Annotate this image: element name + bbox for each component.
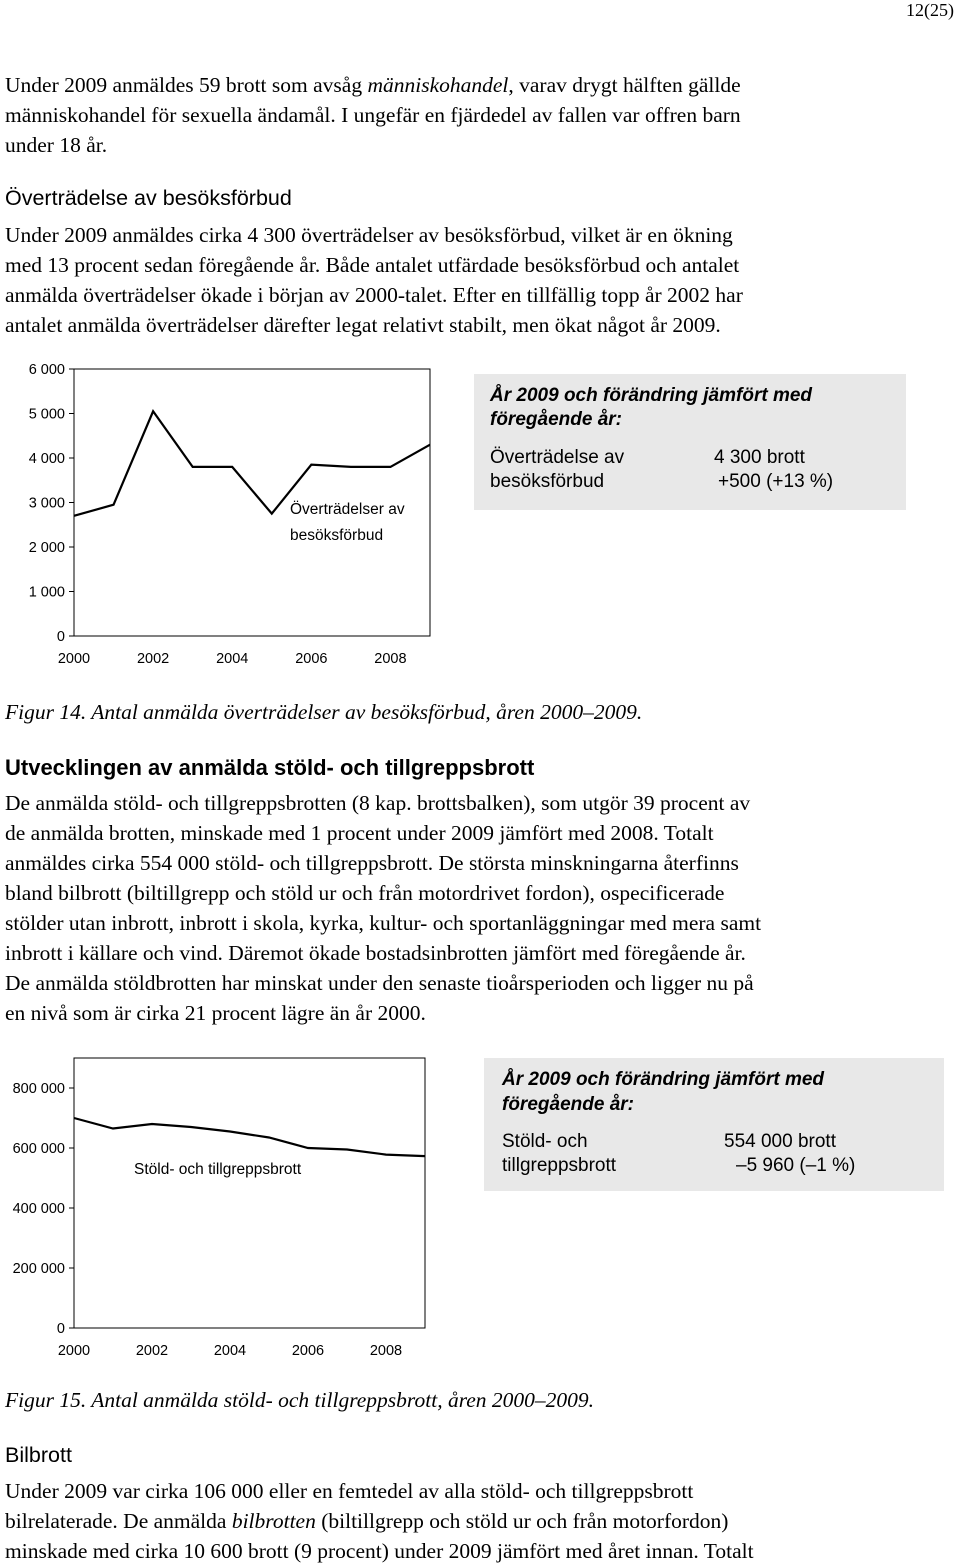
intro-line-1 (5, 70, 741, 100)
chart2-xtick-label: 2002 (135, 1343, 169, 1359)
intro-line-3: under 18 år. (5, 133, 108, 157)
intro-paragraph (5, 70, 741, 160)
infobox-stold (484, 1058, 944, 1191)
chart1-xtick-label: 2004 (216, 651, 249, 667)
figure-14-caption: Figur 14. Antal anmälda överträdelser av besöksförbud, åren 2000–2009. (5, 700, 643, 724)
chart1-series-label: besöksförbud (290, 527, 384, 544)
chart1-xtick-label: 2002 (136, 651, 170, 667)
chart2-xtick-label: 2000 (57, 1343, 91, 1359)
section-heading-besoksforbud: Överträdelse av besöksförbud (5, 186, 292, 210)
chart-stold (0, 1050, 450, 1375)
stold-line-6: inbrott i källare och vind. Däremot ökade bostadsinbrotten jämfört med föregående år. (5, 941, 746, 965)
chart1-ytick-label: 3 000 (28, 495, 65, 512)
infobox2-label-line-1: Stöld- och (502, 1131, 588, 1152)
bil-line-2-post: (biltillgrepp och stöld ur och från motorfordon) (315, 1509, 729, 1533)
intro-line-2: människohandel för sexuella ändamål. I ungefär en fjärdedel av fallen var offren barn (5, 103, 741, 127)
section-heading-stold: Utvecklingen av anmälda stöld- och tillgreppsbrott (5, 755, 535, 780)
chart1-ytick-label: 1 000 (28, 584, 65, 601)
chart1-ytick-label: 6 000 (28, 362, 65, 378)
chart-stold-svg (0, 1050, 450, 1375)
chart1-xtick-label: 2006 (295, 651, 328, 667)
figure-15-caption: Figur 15. Antal anmälda stöld- och tillgreppsbrott, åren 2000–2009. (5, 1388, 595, 1412)
section-heading-bilbrott: Bilbrott (5, 1443, 72, 1467)
chart2-ytick-label: 600 000 (12, 1141, 65, 1157)
chart1-ytick-label: 5 000 (28, 406, 65, 423)
infobox2-title-line-2: föregående år: (502, 1094, 634, 1115)
chart1-ytick-label: 2 000 (28, 540, 65, 556)
chart2-ytick-label: 200 000 (12, 1261, 65, 1277)
stold-line-1: De anmälda stöld- och tillgreppsbrotten (8 kap. brottsbalken), som utgör 39 procent av (5, 791, 751, 815)
stold-paragraph (5, 788, 761, 1028)
besok-line-1: Under 2009 anmäldes cirka 4 300 överträdelser av besöksförbud, vilket är en ökning (5, 223, 733, 247)
bil-line-2 (5, 1506, 754, 1536)
chart1-xtick-label: 2008 (374, 651, 407, 667)
bil-line-2-em: bilbrotten (231, 1509, 316, 1533)
stold-line-2: de anmälda brotten, minskade med 1 procent under 2009 jämfört med 2008. Totalt (5, 821, 714, 845)
besok-line-4: antalet anmälda överträdelser därefter legat relativt stabilt, men ökat något år 2009. (5, 313, 721, 337)
chart2-series-line (74, 1118, 425, 1156)
infobox-besoksforbud (474, 374, 906, 510)
bil-line-2-pre: bilrelaterade. De anmälda (5, 1509, 232, 1533)
besoksforbud-paragraph (5, 220, 743, 340)
infobox1-label-line-1: Överträdelse av (490, 447, 625, 468)
chart2-ytick-label: 800 000 (12, 1081, 65, 1097)
besok-line-2: med 13 procent sedan föregående år. Både antalet utfärdade besöksförbud och antalet (5, 253, 740, 277)
bil-line-1: Under 2009 var cirka 106 000 eller en femtedel av alla stöld- och tillgreppsbrott (5, 1479, 694, 1503)
infobox1-label-line-2: besöksförbud (490, 471, 605, 492)
chart2-ytick-label: 0 (56, 1321, 65, 1337)
bilbrott-paragraph (5, 1476, 754, 1566)
stold-line-3: anmäldes cirka 554 000 stöld- och tillgreppsbrott. De största minskningarna återfinns (5, 851, 739, 875)
stold-line-5: stölder utan inbrott, inbrott i skola, kyrka, kultur- och sportanläggningar med mera samt (5, 911, 762, 935)
infobox2-value-line-1: 554 000 brott (724, 1131, 836, 1152)
infobox2-value-line-2: –5 960 (–1 %) (736, 1155, 856, 1176)
chart2-series-label: Stöld- och tillgreppsbrott (134, 1161, 302, 1178)
intro-line-1-em: människohandel (367, 73, 509, 97)
chart-besoksforbud-svg (0, 355, 450, 675)
chart1-ytick-label: 4 000 (28, 451, 65, 467)
chart2-ytick-label: 400 000 (12, 1201, 65, 1217)
infobox1-title-line-1: År 2009 och förändring jämfört med (490, 385, 813, 406)
stold-line-4: bland bilbrott (biltillgrepp och stöld ur och från motordrivet fordon), ospecificerade (5, 881, 725, 905)
chart2-xtick-label: 2004 (213, 1343, 247, 1359)
chart2-xtick-label: 2006 (291, 1343, 325, 1359)
besok-line-3: anmälda överträdelser ökade i början av 2000-talet. Efter en tillfällig topp år 2002 har (5, 283, 743, 307)
infobox1-value-line-2: +500 (+13 %) (718, 471, 834, 492)
intro-line-1-pre: Under 2009 anmäldes 59 brott som avsåg (5, 73, 368, 97)
page-number: 12(25) (906, 0, 954, 20)
stold-line-7: De anmälda stöldbrotten har minskat under den senaste tioårsperioden och ligger nu på (5, 971, 754, 995)
bil-line-3: minskade med cirka 10 600 brott (9 procent) under 2009 jämfört med året innan. Totalt (5, 1539, 754, 1563)
infobox2-label-line-2: tillgreppsbrott (502, 1155, 617, 1176)
chart-besoksforbud (0, 355, 450, 675)
chart1-xtick-label: 2000 (57, 651, 91, 667)
infobox2-title-line-1: År 2009 och förändring jämfört med (502, 1069, 825, 1090)
chart1-series-label: Överträdelser av (290, 501, 405, 518)
chart2-plot-frame (74, 1058, 425, 1328)
infobox1-title-line-2: föregående år: (490, 409, 622, 430)
chart1-ytick-label: 0 (56, 629, 65, 645)
stold-line-8: en nivå som är cirka 21 procent lägre än år 2000. (5, 1001, 426, 1025)
intro-line-1-post: , varav drygt hälften gällde (508, 73, 741, 97)
chart2-xtick-label: 2008 (369, 1343, 403, 1359)
infobox1-value-line-1: 4 300 brott (714, 447, 805, 468)
